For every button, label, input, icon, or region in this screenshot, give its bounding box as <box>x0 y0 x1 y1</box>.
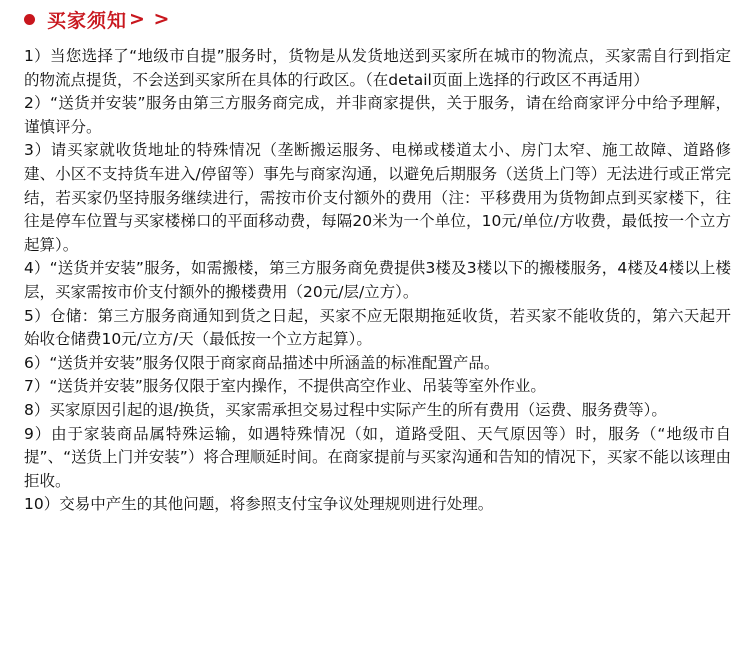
section-title: 买家须知 <box>47 9 128 32</box>
notice-item-5: 5）仓储：第三方服务商通知到货之日起，买家不应无限期拖延收货，若买家不能收货的，第六天起开始收仓储费10元/立方/天（最低按一个立方起算）。 <box>24 306 731 349</box>
notice-item-9: 9）由于家装商品属特殊运输，如遇特殊情况（如，道路受阻、天气原因等）时，服务（“地级市自提”、“送货上门并安装”）将合理顺延时间。在商家提前与买家沟通和告知的情况下，买家不能以该理由拒收。 <box>24 424 731 490</box>
red-dot-icon <box>24 14 35 25</box>
chevron-right-icon: > > <box>129 8 171 30</box>
notice-list <box>24 45 731 517</box>
section-header <box>24 6 731 32</box>
notice-item-4: 4）“送货并安装”服务，如需搬楼，第三方服务商免费提供3楼及3楼以下的搬楼服务，4楼及4楼以上楼层，买家需按市价支付额外的搬楼费用（20元/层/立方）。 <box>24 259 731 301</box>
notice-item-1: 1）当您选择了“地级市自提”服务时，货物是从发货地送到买家所在城市的物流点，买家需自行到指定的物流点提货，不会送到买家所在具体的行政区。（在detail页面上选择的行政区不再适用） <box>24 47 731 89</box>
notice-item-2: 2）“送货并安装”服务由第三方服务商完成，并非商家提供，关于服务，请在给商家评分中给予理解，谨慎评分。 <box>24 94 731 136</box>
notice-item-7: 7）“送货并安装”服务仅限于室内操作，不提供高空作业、吊装等室外作业。 <box>24 377 546 396</box>
notice-item-10: 10）交易中产生的其他问题，将参照支付宝争议处理规则进行处理。 <box>24 495 494 514</box>
notice-item-3: 3）请买家就收货地址的特殊情况（垄断搬运服务、电梯或楼道太小、房门太窄、施工故障、道路修建、小区不支持货车进入/停留等）事先与商家沟通，以避免后期服务（送货上门等）无法进行或正常完结，若买家仍坚持服务继续进行，需按市价支付额外的费用（注：平移费用为货物卸点到买家楼下，往往是停车位置与买家楼梯口的平面移动费，每隔20米为一个单位，10元/单位/方收费，最低按一个立方起算）。 <box>24 141 731 254</box>
notice-item-8: 8）买家原因引起的退/换货，买家需承担交易过程中实际产生的所有费用（运费、服务费等）。 <box>24 400 667 419</box>
notice-item-6: 6）“送货并安装”服务仅限于商家商品描述中所涵盖的标准配置产品。 <box>24 353 500 372</box>
